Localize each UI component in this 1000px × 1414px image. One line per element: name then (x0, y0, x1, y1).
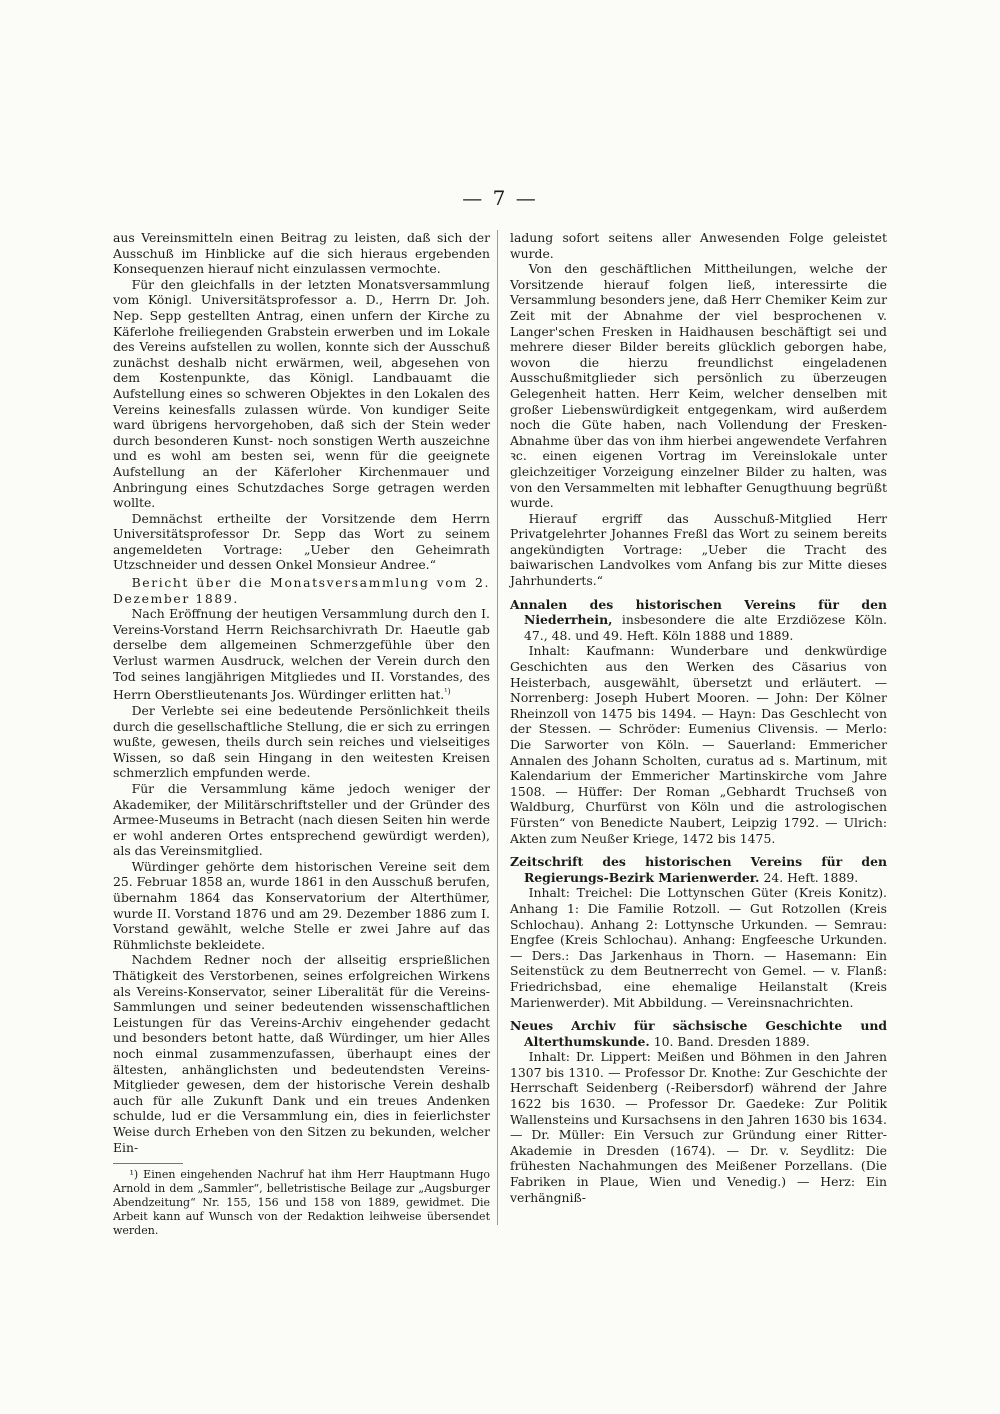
left-column (113, 230, 490, 1238)
paragraph (113, 606, 490, 703)
entry-subtitle: 24. Heft. 1889. (763, 869, 859, 885)
paragraph: Der Verlebte sei eine bedeutende Persönlichkeit theils durch die gesellschaftliche Stellung, die er sich zu erringen wußte, gewesen, theils durch sein reiches und vielseitiges Wissen, so daß sein Hingang in den weitesten Kreisen schmerzlich empfunden werde. (113, 702, 490, 781)
page-number: — 7 — (462, 186, 538, 210)
bibliography-entry (510, 854, 887, 1010)
entry-heading (510, 1018, 887, 1049)
paragraph: Nachdem Redner noch der allseitig ersprießlichen Thätigkeit des Verstorbenen, seines erfolgreichen Wirkens als Vereins-Konservator, seiner Liberalität für die Vereins-Sammlungen und seiner bedeutenden wissenschaftlichen Leistungen für das Vereins-Archiv eingehender gedacht und besonders betont hatte, daß Würdinger, um hier Alles noch einmal zusammenzufassen, überhaupt eines der ältesten, anhänglichsten und bedeutendsten Vereins-Mitglieder gewesen, dem der historische Verein deshalb auch für alle Zukunft Dank und ein treues Andenken schulde, lud er die Versammlung ein, dies in feierlichster Weise durch Erheben von den Sitzen zu bekunden, welcher Ein- (113, 952, 490, 1155)
entry-content: Inhalt: Dr. Lippert: Meißen und Böhmen in den Jahren 1307 bis 1310. — Professor Dr. Knothe: Zur Geschichte der Herrschaft Seidenberg (-Reibersdorf) während der Jahre 1622 bis 1630. — Professor Dr. Gaedeke: Zur Politik Wallensteins und Kursachsens in den Jahren 1630 bis 1634. — Dr. Müller: Ein Versuch zur Gründung einer Ritter-Akademie in Dresden (1674). — Dr. v. Seydlitz: Die frühesten Nachahmungen des Meißener Porzellans. (Die Fabriken in Plaue, Wien und Venedig.) — Herz: Ein verhängniß- (510, 1049, 887, 1205)
entry-content: Inhalt: Kaufmann: Wunderbare und denkwürdige Geschichten aus den Werken des Cäsarius von Heisterbach, ausgewählt, übersetzt und erläutert. — Norrenberg: Joseph Hubert Mooren. — John: Der Kölner Rheinzoll von 1475 bis 1494. — Hayn: Das Geschlecht von der Stessen. — Schröder: Eumenius Clivensis. — Merlo: Die Sarworter von Köln. — Sauerland: Emmericher Annalen des Johann Scholten, curatus ad s. Martinum, mit Kalendarium der Emmericher Martinskirche vom Jahre 1508. — Hüffer: Der Roman „Gebhardt Truchseß von Waldburg, Churfürst von Köln und die astrologischen Fürsten“ von Benedicte Naubert, Leipzig 1792. — Ulrich: Akten zum Neußer Kriege, 1472 bis 1475. (510, 643, 887, 846)
paragraph-text: Nach Eröffnung der heutigen Versammlung durch den I. Vereins-Vorstand Herrn Reichsarchivrath Dr. Haeutle gab derselbe dem allgemeinen Schmerzgefühle über den Verlust warmen Ausdruck, welchen der Verein durch den Tod seines langjährigen Mitgliedes und II. Vorstandes, des Herrn Oberstlieutenants Jos. Würdinger erlitten hat. (113, 606, 490, 703)
entry-title: Zeitschrift des historischen Vereins für den Regierungs-Bezirk Marienwerder. (510, 854, 887, 885)
entry-heading (510, 854, 887, 885)
column-divider (497, 230, 498, 1225)
footnote: ¹) Einen eingehenden Nachruf hat ihm Herr Hauptmann Hugo Arnold in dem „Sammler“, belletristische Beilage zur „Augsburger Abendzeitung“ Nr. 155, 156 und 158 von 1889, gewidmet. Die Arbeit kann auf Wunsch von der Redaktion leihweise übersendet werden. (113, 1168, 490, 1238)
entry-heading (510, 597, 887, 644)
paragraph: Demnächst ertheilte der Vorsitzende dem Herrn Universitätsprofessor Dr. Sepp das Wort zu seinem angemeldeten Vortrage: „Ueber den Geheimrath Utzschneider und dessen Onkel Monsieur Andree.“ (113, 510, 490, 573)
entry-subtitle: 10. Band. Dresden 1889. (653, 1033, 810, 1049)
paragraph: Für den gleichfalls in der letzten Monatsversammlung vom Königl. Universitätsprofessor a. D., Herrn Dr. Joh. Nep. Sepp gestellten Antrag, einen unfern der Kirche zu Käferlohe freiliegenden Grabstein erwerben und im Lokale des Vereins aufstellen zu wollen, konnte sich der Ausschuß zunächst deshalb nicht erwärmen, weil, abgesehen von dem Kostenpunkte, das Königl. Landbauamt die Aufstellung eines so schweren Objektes in den Lokalen des Vereins keinesfalls zulassen würde. Von kundiger Seite ward übrigens hervorgehoben, daß sich der Stein weder durch besonderen Kunst- noch sonstigen Werth auszeichne und es wohl am besten sei, wenn für die geeignete Aufstellung an der Käferloher Kirchenmauer und Anbringung eines Schutzdaches Sorge getragen werden wollte. (113, 276, 490, 511)
paragraph: Würdinger gehörte dem historischen Vereine seit dem 25. Februar 1858 an, wurde 1861 in den Ausschuß berufen, übernahm 1864 das Konservatorium der Alterthümer, wurde II. Vorstand 1876 und am 29. Dezember 1886 zum I. Vorstand gewählt, welche Stelle er zwei Jahre auf das Rühmlichste bekleidete. (113, 858, 490, 952)
entry-content: Inhalt: Treichel: Die Lottynschen Güter (Kreis Konitz). Anhang 1: Die Familie Rotzoll. — Gut Rotzollen (Kreis Schlochau). Anhang 2: Lottynsche Urkunden. — Semrau: Engfee (Kreis Schlochau). Anhang: Engfeesche Urkunden. — Ders.: Das Jarkenhaus in Thorn. — Hasemann: Ein Seitenstück zu dem Beutnerrecht von Gemel. — v. Flanß: Friedrichsbad, eine ehemalige Heilanstalt (Kreis Marienwerder). Mit Abbildung. — Vereinsnachrichten. (510, 885, 887, 1010)
bibliography-entry (510, 597, 887, 847)
right-column (510, 230, 887, 1205)
paragraph: ladung sofort seitens aller Anwesenden Folge geleistet wurde. (510, 230, 887, 261)
footnote-divider (113, 1163, 183, 1164)
footnote-reference: ¹) (444, 687, 451, 697)
bibliography-entry (510, 1018, 887, 1205)
paragraph: aus Vereinsmitteln einen Beitrag zu leisten, daß sich der Ausschuß im Hinblicke auf die sich hieraus ergebenden Konsequenzen hierauf nicht einzulassen vermochte. (113, 230, 490, 277)
entry-title: Annalen des historischen Vereins für den Niederrhein, (510, 596, 887, 628)
entry-subtitle: insbesondere die alte Erzdiözese Köln. 47., 48. und 49. Heft. Köln 1888 und 1889. (524, 612, 887, 643)
paragraph: Für die Versammlung käme jedoch weniger der Akademiker, der Militärschriftsteller und der Gründer des Armee-Museums in Betracht (nach diesen Seiten hin werde er wohl anderen Ortes entsprechend gewürdigt werden), als das Vereinsmitglied. (113, 780, 490, 859)
paragraph: Hierauf ergriff das Ausschuß-Mitglied Herr Privatgelehrter Johannes Freßl das Wort zu seinem bereits angekündigten Vortrage: „Ueber die Tracht des baiwarischen Landvolkes vom Anfang bis zur Mitte dieses Jahrhunderts.“ (510, 510, 887, 589)
report-heading: Bericht über die Monatsversammlung vom 2. Dezember 1889. (113, 575, 490, 606)
paragraph: Von den geschäftlichen Mittheilungen, welche der Vorsitzende hierauf folgen ließ, interessirte die Versammlung besonders jene, daß Herr Chemiker Keim zur Zeit mit der Abnahme der viel besprochenen v. Langer'schen Fresken in Haidhausen beschäftigt sei und mehrere dieser Bilder bereits glücklich geborgen habe, wovon die hierzu freundlichst eingeladenen Ausschußmitglieder sich persönlich zu überzeugen Gelegenheit hatten. Herr Keim, welcher denselben mit großer Liebenswürdigkeit entgegenkam, wird außerdem noch die Güte haben, nach Vollendung der Fresken-Abnahme über das von ihm hierbei angewendete Verfahren ꝛc. einen eigenen Vortrag im Vereinslokale unter gleichzeitiger Vorzeigung einzelner Bilder zu halten, was von den Versammelten mit lebhafter Genugthuung begrüßt wurde. (510, 261, 887, 511)
entry-title: Neues Archiv für sächsische Geschichte und Alterthumskunde. (510, 1018, 887, 1049)
